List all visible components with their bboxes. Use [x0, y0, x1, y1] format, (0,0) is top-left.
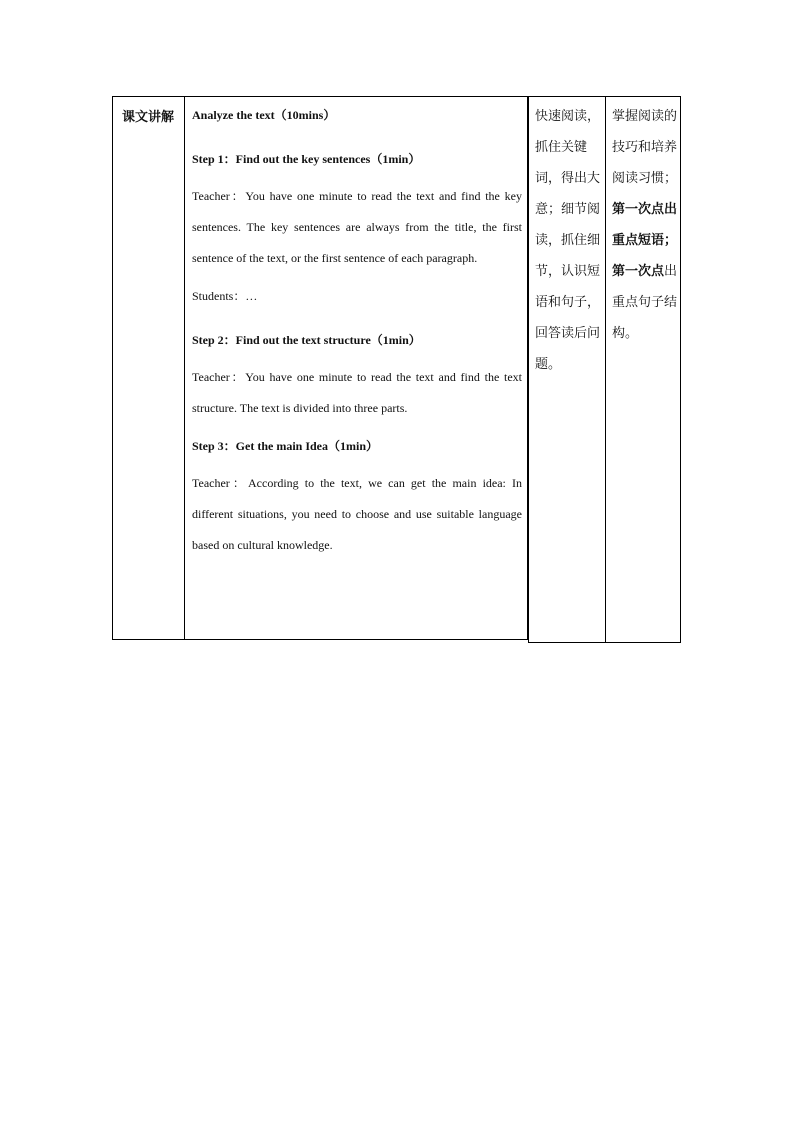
step2-heading: Step 2：Find out the text structure（1min） — [192, 333, 421, 347]
step1-students-text: Students：… — [192, 289, 258, 303]
purpose-notes-part3: 出重点句子结构。 — [612, 264, 678, 341]
activity-notes: 快速阅读，抓住关键词，得出大意；细节阅读，抓住细节，认识短语和句子，回答读后问题。 — [535, 109, 601, 372]
step3-heading: Step 3：Get the main Idea（1min） — [192, 439, 379, 453]
purpose-notes-part2: 第一次点出重点短语；第一次点 — [612, 202, 678, 279]
main-content — [192, 106, 522, 561]
purpose-notes-part1: 掌握阅读的技巧和培养阅读习惯； — [612, 109, 678, 186]
purpose-notes — [612, 101, 678, 349]
activity-notes-cell — [528, 96, 605, 643]
main-content-cell — [184, 96, 528, 640]
section-label-cell — [112, 96, 184, 640]
purpose-notes-cell — [605, 96, 681, 643]
section-label: 课文讲解 — [122, 110, 175, 125]
step1-teacher-text: Teacher：You have one minute to read the text and find the key sentences. The key sentences are always from the title, the first sentence of the text, or the first sentence of each paragraph. — [192, 189, 522, 265]
text-analysis-title: Analyze the text（10mins） — [192, 108, 336, 122]
step1-heading: Step 1：Find out the key sentences（1min） — [192, 152, 421, 166]
step3-teacher-text: Teacher：According to the text, we can get the main idea: In different situations, you need to choose and use suitable language based on cultural knowledge. — [192, 476, 522, 552]
step2-teacher-text: Teacher：You have one minute to read the text and find the text structure. The text is divided into three parts. — [192, 370, 522, 415]
